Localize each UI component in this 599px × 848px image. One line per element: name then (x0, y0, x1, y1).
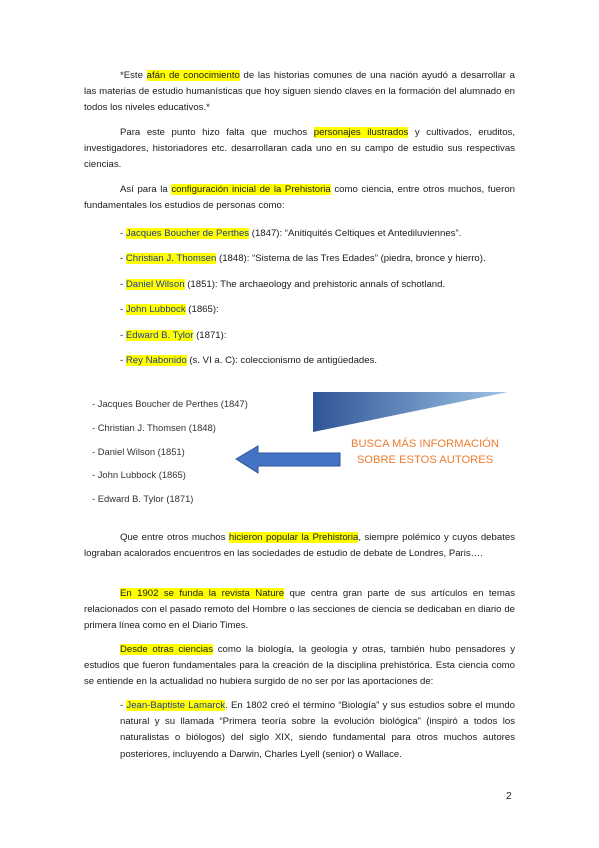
highlight-configuracion: configuración inicial de la Prehistoria (171, 184, 331, 195)
page-number: 2 (506, 791, 512, 802)
author-link[interactable]: Edward B. Tylor (125, 330, 194, 341)
paragraph-6: Desde otras ciencias como la biología, la geología y otras, también hubo pensadores y estudios que fueron fundamentales para la creación de la disciplina prehistórica. Esta ciencia como se entiende en la actualidad no hubiera surgido de no ser por las aportaciones de: (84, 644, 515, 688)
author-link[interactable]: Daniel Wilson (125, 279, 185, 290)
bullet-item: - Rey Nabonido (s. VI a. C): coleccionismo de antigüedades. (120, 355, 378, 366)
bullet-item: - Edward B. Tylor (1871): (120, 330, 227, 341)
author-link[interactable]: Jacques Boucher de Perthes (125, 228, 250, 239)
bullet-item: - John Lubbock (1865): (120, 304, 219, 315)
paragraph-2: Para este punto hizo falta que muchos personajes ilustrados y cultivados, eruditos, investigadores, historiadores etc. desarrollaran cada uno en su campo de estudio sus respectivas ciencias. (84, 127, 515, 171)
bullet-item: - Daniel Wilson (1851): The archaeology and prehistoric annals of schotland. (120, 279, 446, 290)
author-link[interactable]: Christian J. Thomsen (125, 253, 217, 264)
paragraph-1: *Este afán de conocimiento de las historias comunes de una nación ayudó a desarrollar a las materias de estudio humanísticas que hoy siguen siendo claves en la formación del alumnado en todos los niveles educativos.* (84, 70, 515, 114)
highlight-nature: En 1902 se funda la revista Nature (120, 588, 285, 599)
highlight-otras-ciencias: Desde otras ciencias (120, 644, 214, 655)
bullet-item: - Jacques Boucher de Perthes (1847): “Anitiquités Celtiques et Antediluviennes”. (120, 228, 462, 239)
highlight-popular: hicieron popular la Prehistoria (228, 532, 359, 543)
paragraph-5: En 1902 se funda la revista Nature que centra gran parte de sus artículos en temas relacionados con el pasado remoto del Hombre o las secciones de ciencia se dedicaban en diario de primera línea como en el Diario Times. (84, 588, 516, 632)
author-link[interactable]: Rey Nabonido (125, 355, 187, 366)
highlight-afan: afán de conocimiento (146, 70, 240, 81)
side-list-item: - Christian J. Thomsen (1848) (92, 422, 216, 433)
side-list-item: - John Lubbock (1865) (92, 469, 186, 480)
author-link[interactable]: Jean-Baptiste Lamarck (126, 700, 226, 711)
side-list-item: - Jacques Boucher de Perthes (1847) (92, 398, 248, 409)
paragraph-3: Así para la configuración inicial de la Prehistoria como ciencia, entre otros muchos, fueron fundamentales los estudios de personas como: (84, 184, 516, 212)
highlight-personajes: personajes ilustrados (313, 127, 409, 138)
paragraph-lamarck: - Jean-Baptiste Lamarck. En 1802 creó el término “Biología” y sus estudios sobre el mundo natural y su llamada “Primera teoría sobre la evolución biológica” (inspiró a todos los naturalistas o biólogos) del siglo XIX, siendo fundamental para otros muchos autores posteriores, incluyendo a Darwin, Charles Lyell (senior) o Wallace. (120, 700, 515, 760)
paragraph-4: Que entre otros muchos hicieron popular la Prehistoria, siempre polémico y cuyos debates lograban acalorados encuentros en las sociedades de estudio de debate de Londres, Paris…. (84, 532, 515, 560)
author-link[interactable]: John Lubbock (125, 304, 186, 315)
busca-callout: BUSCA MÁS INFORMACIÓN SOBRE ESTOS AUTORES (351, 438, 499, 466)
bullet-item: - Christian J. Thomsen (1848): “Sistema de las Tres Edades” (piedra, bronce y hierro). (120, 253, 486, 264)
side-list-item: - Edward B. Tylor (1871) (92, 493, 194, 504)
side-list-item: - Daniel Wilson (1851) (92, 446, 185, 457)
